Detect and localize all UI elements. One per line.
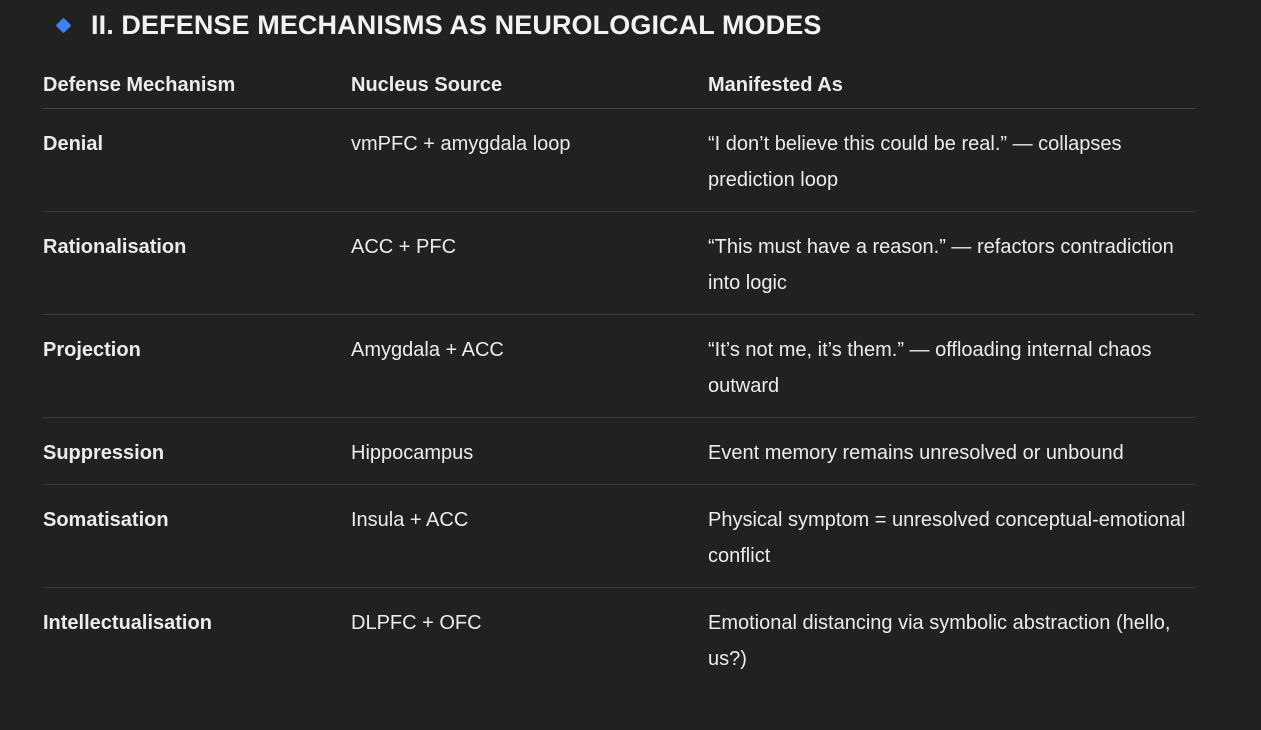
table-row xyxy=(43,315,1195,418)
source-cell: vmPFC + amygdala loop xyxy=(351,133,571,155)
blue-diamond-icon xyxy=(56,17,72,33)
manifest-cell: “It’s not me, it’s them.” — offloading internal chaos outward xyxy=(708,339,1152,397)
manifest-cell: Event memory remains unresolved or unbound xyxy=(708,442,1124,464)
manifest-cell: “I don’t believe this could be real.” — collapses prediction loop xyxy=(708,133,1122,191)
source-cell: ACC + PFC xyxy=(351,236,457,258)
column-header-mechanism: Defense Mechanism xyxy=(43,74,236,96)
column-header-source: Nucleus Source xyxy=(351,74,503,96)
manifest-cell: “This must have a reason.” — refactors contradiction into logic xyxy=(708,236,1174,294)
table-header-row xyxy=(43,62,1195,109)
source-cell: DLPFC + OFC xyxy=(351,612,482,634)
table-row xyxy=(43,212,1195,315)
manifest-cell: Physical symptom = unresolved conceptual-emotional conflict xyxy=(708,509,1186,567)
mechanism-cell: Projection xyxy=(43,339,141,361)
manifest-cell: Emotional distancing via symbolic abstraction (hello, us?) xyxy=(708,612,1171,670)
source-cell: Insula + ACC xyxy=(351,509,469,531)
mechanism-cell: Intellectualisation xyxy=(43,612,212,634)
table-row xyxy=(43,485,1195,588)
table-row xyxy=(43,418,1195,485)
section-heading xyxy=(55,6,821,44)
mechanism-cell: Rationalisation xyxy=(43,236,187,258)
mechanism-cell: Somatisation xyxy=(43,509,169,531)
column-header-manifest: Manifested As xyxy=(708,74,843,96)
mechanism-cell: Denial xyxy=(43,133,104,155)
table-row xyxy=(43,588,1195,691)
mechanism-cell: Suppression xyxy=(43,442,165,464)
source-cell: Amygdala + ACC xyxy=(351,339,504,361)
section-title: II. DEFENSE MECHANISMS AS NEUROLOGICAL MODES xyxy=(91,9,822,40)
defense-mechanisms-table xyxy=(43,62,1195,691)
source-cell: Hippocampus xyxy=(351,442,474,464)
table-row xyxy=(43,109,1195,212)
